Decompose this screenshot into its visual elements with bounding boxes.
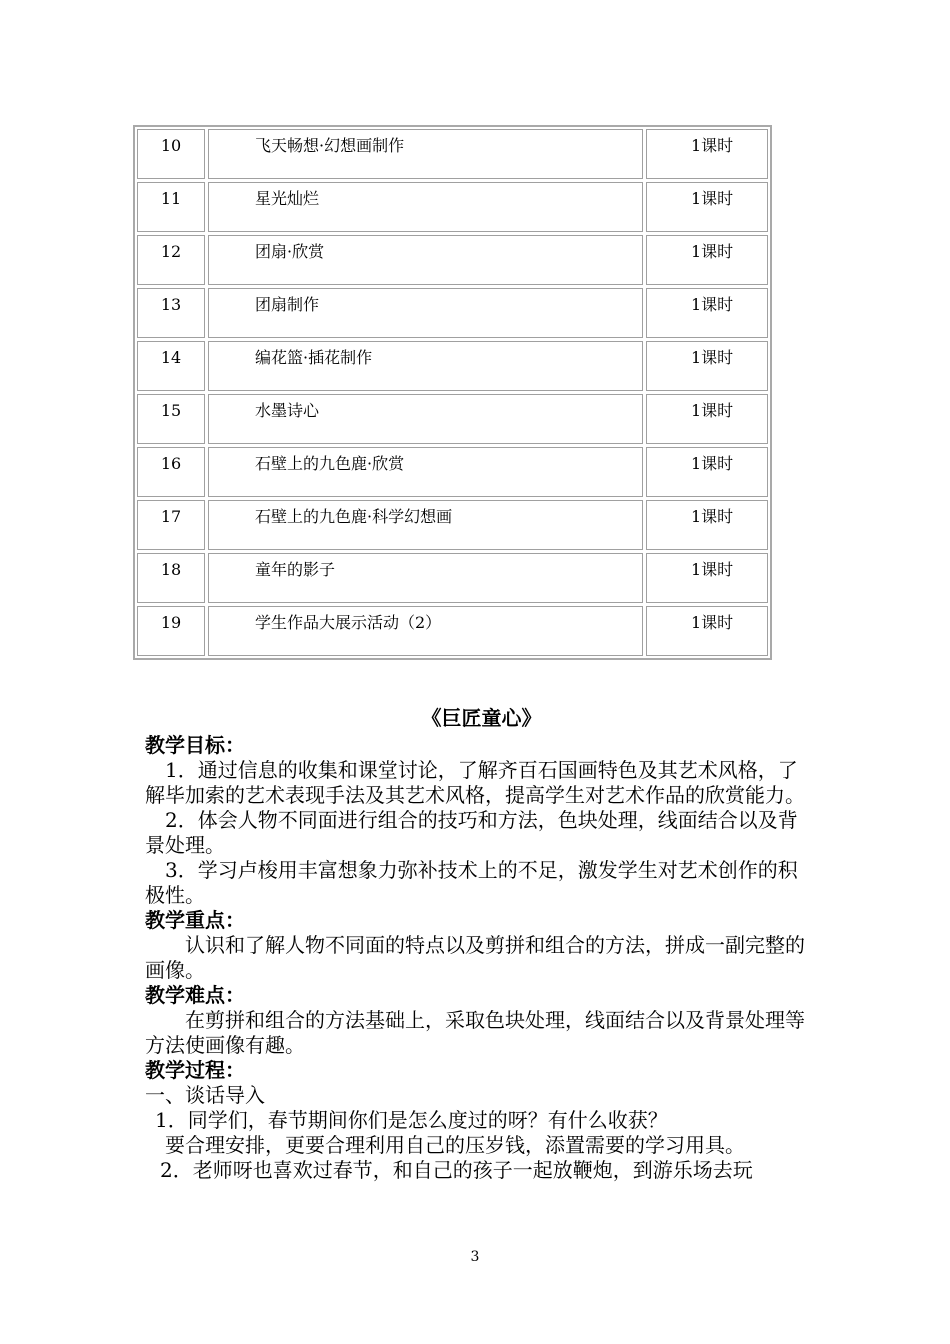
lesson-number: 12 <box>137 235 205 285</box>
process-note: 要合理安排，更要合理利用自己的压岁钱，添置需要的学习用具。 <box>165 1133 745 1157</box>
lesson-title: 石壁上的九色鹿·科学幻想画 <box>208 500 643 550</box>
table-row <box>137 394 768 444</box>
lesson-title: 水墨诗心 <box>208 394 643 444</box>
lesson-hours: 1课时 <box>646 500 768 550</box>
table-row <box>137 182 768 232</box>
table-row <box>137 500 768 550</box>
table-row <box>137 447 768 497</box>
table-row <box>137 288 768 338</box>
lesson-title: 团扇·欣赏 <box>208 235 643 285</box>
key-points-text: 认识和了解人物不同面的特点以及剪拼和组合的方法，拼成一副完整的画像。 <box>145 933 805 982</box>
table-row <box>137 341 768 391</box>
lesson-hours: 1课时 <box>646 447 768 497</box>
lesson-title: 童年的影子 <box>208 553 643 603</box>
lesson-number: 15 <box>137 394 205 444</box>
lesson-number: 17 <box>137 500 205 550</box>
difficulty-heading: 教学难点： <box>145 983 245 1007</box>
lesson-number: 10 <box>137 129 205 179</box>
lesson-hours: 1课时 <box>646 606 768 656</box>
lesson-title-heading: 《巨匠童心》 <box>421 706 542 730</box>
lesson-title: 编花篮·插花制作 <box>208 341 643 391</box>
table-row <box>137 606 768 656</box>
lesson-number: 16 <box>137 447 205 497</box>
table-row <box>137 129 768 179</box>
table-row <box>137 553 768 603</box>
process-step: 1．同学们，春节期间你们是怎么度过的呀？有什么收获？ <box>155 1108 668 1132</box>
lesson-number: 18 <box>137 553 205 603</box>
lesson-number: 13 <box>137 288 205 338</box>
goal-item: 3．学习卢梭用丰富想象力弥补技术上的不足，激发学生对艺术创作的积极性。 <box>145 858 798 907</box>
lesson-hours: 1课时 <box>646 129 768 179</box>
lesson-hours: 1课时 <box>646 235 768 285</box>
goal-item: 1．通过信息的收集和课堂讨论，了解齐百石国画特色及其艺术风格，了解毕加索的艺术表现手法及其艺术风格，提高学生对艺术作品的欣赏能力。 <box>145 758 805 807</box>
lesson-plan <box>145 704 810 1183</box>
process-section: 一、谈话导入 <box>145 1083 265 1107</box>
lesson-hours: 1课时 <box>646 288 768 338</box>
lesson-number: 11 <box>137 182 205 232</box>
lesson-number: 19 <box>137 606 205 656</box>
lesson-title: 团扇制作 <box>208 288 643 338</box>
lesson-hours: 1课时 <box>646 182 768 232</box>
lesson-title: 星光灿烂 <box>208 182 643 232</box>
process-step: 2．老师呀也喜欢过春节，和自己的孩子一起放鞭炮，到游乐场去玩 <box>160 1158 753 1182</box>
difficulty-text: 在剪拼和组合的方法基础上，采取色块处理，线面结合以及背景处理等方法使画像有趣。 <box>145 1008 805 1057</box>
lesson-schedule-table <box>133 125 772 660</box>
lesson-title: 学生作品大展示活动（2） <box>208 606 643 656</box>
key-points-heading: 教学重点： <box>145 908 245 932</box>
lesson-title: 飞天畅想·幻想画制作 <box>208 129 643 179</box>
goals-heading: 教学目标： <box>145 733 245 757</box>
lesson-hours: 1课时 <box>646 553 768 603</box>
lesson-hours: 1课时 <box>646 394 768 444</box>
lesson-hours: 1课时 <box>646 341 768 391</box>
goal-item: 2．体会人物不同面进行组合的技巧和方法，色块处理，线面结合以及背景处理。 <box>145 808 798 857</box>
lesson-title: 石壁上的九色鹿·欣赏 <box>208 447 643 497</box>
lesson-number: 14 <box>137 341 205 391</box>
page-number: 3 <box>470 1249 480 1265</box>
table-row <box>137 235 768 285</box>
process-heading: 教学过程： <box>145 1058 245 1082</box>
